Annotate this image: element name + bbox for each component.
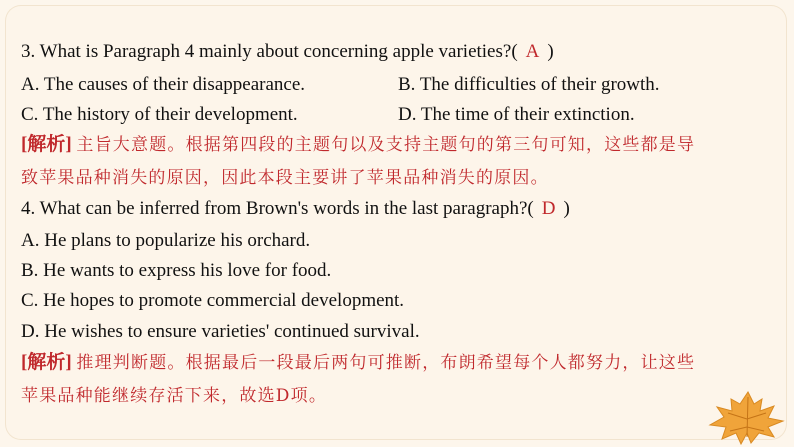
q4-analysis-text-1: 推理判断题。根据最后一段最后两句可推断，布朗希望每个人都努力，让这些: [76, 353, 696, 373]
question-3-answer: A: [525, 41, 540, 62]
question-3-options-row-2: [21, 103, 635, 127]
question-4-close: ): [563, 198, 570, 219]
q3-analysis-text-1: 主旨大意题。根据第四段的主题句以及支持主题句的第三句可知，这些都是导: [76, 135, 696, 155]
q4-analysis-line-1: [21, 351, 695, 375]
q3-analysis-tag: [解析]: [21, 134, 72, 155]
q4-option-a: A. He plans to popularize his orchard.: [21, 230, 311, 251]
question-3-options-row-1: [21, 73, 660, 97]
q4-analysis-line-2: [21, 384, 327, 408]
question-3-close: ): [547, 41, 554, 62]
q3-option-c: C. The history of their development.: [21, 104, 298, 125]
maple-leaf-icon: [704, 389, 786, 445]
question-3: [21, 40, 554, 64]
q4-option-d: D. He wishes to ensure varieties' continued survival.: [21, 321, 420, 342]
q4-option-c: C. He hopes to promote commercial development.: [21, 290, 405, 311]
question-4-answer: D: [541, 198, 556, 219]
question-4: [21, 197, 570, 221]
q4-analysis-tag: [解析]: [21, 352, 72, 373]
q4-option-b: B. He wants to express his love for food.: [21, 260, 332, 281]
question-3-text: 3. What is Paragraph 4 mainly about concerning apple varieties?(: [21, 41, 518, 62]
q3-option-d: D. The time of their extinction.: [398, 104, 635, 125]
question-4-text: 4. What can be inferred from Brown's words in the last paragraph?(: [21, 198, 534, 219]
q3-analysis-line-1: [21, 133, 695, 157]
q3-option-a: A. The causes of their disappearance.: [21, 74, 305, 95]
q3-analysis-text-2: 致苹果品种消失的原因，因此本段主要讲了苹果品种消失的原因。: [21, 168, 549, 188]
q3-analysis-line-2: [21, 166, 549, 190]
q4-analysis-text-2: 苹果品种能继续存活下来，故选D项。: [21, 386, 328, 406]
q3-option-b: B. The difficulties of their growth.: [398, 74, 660, 95]
